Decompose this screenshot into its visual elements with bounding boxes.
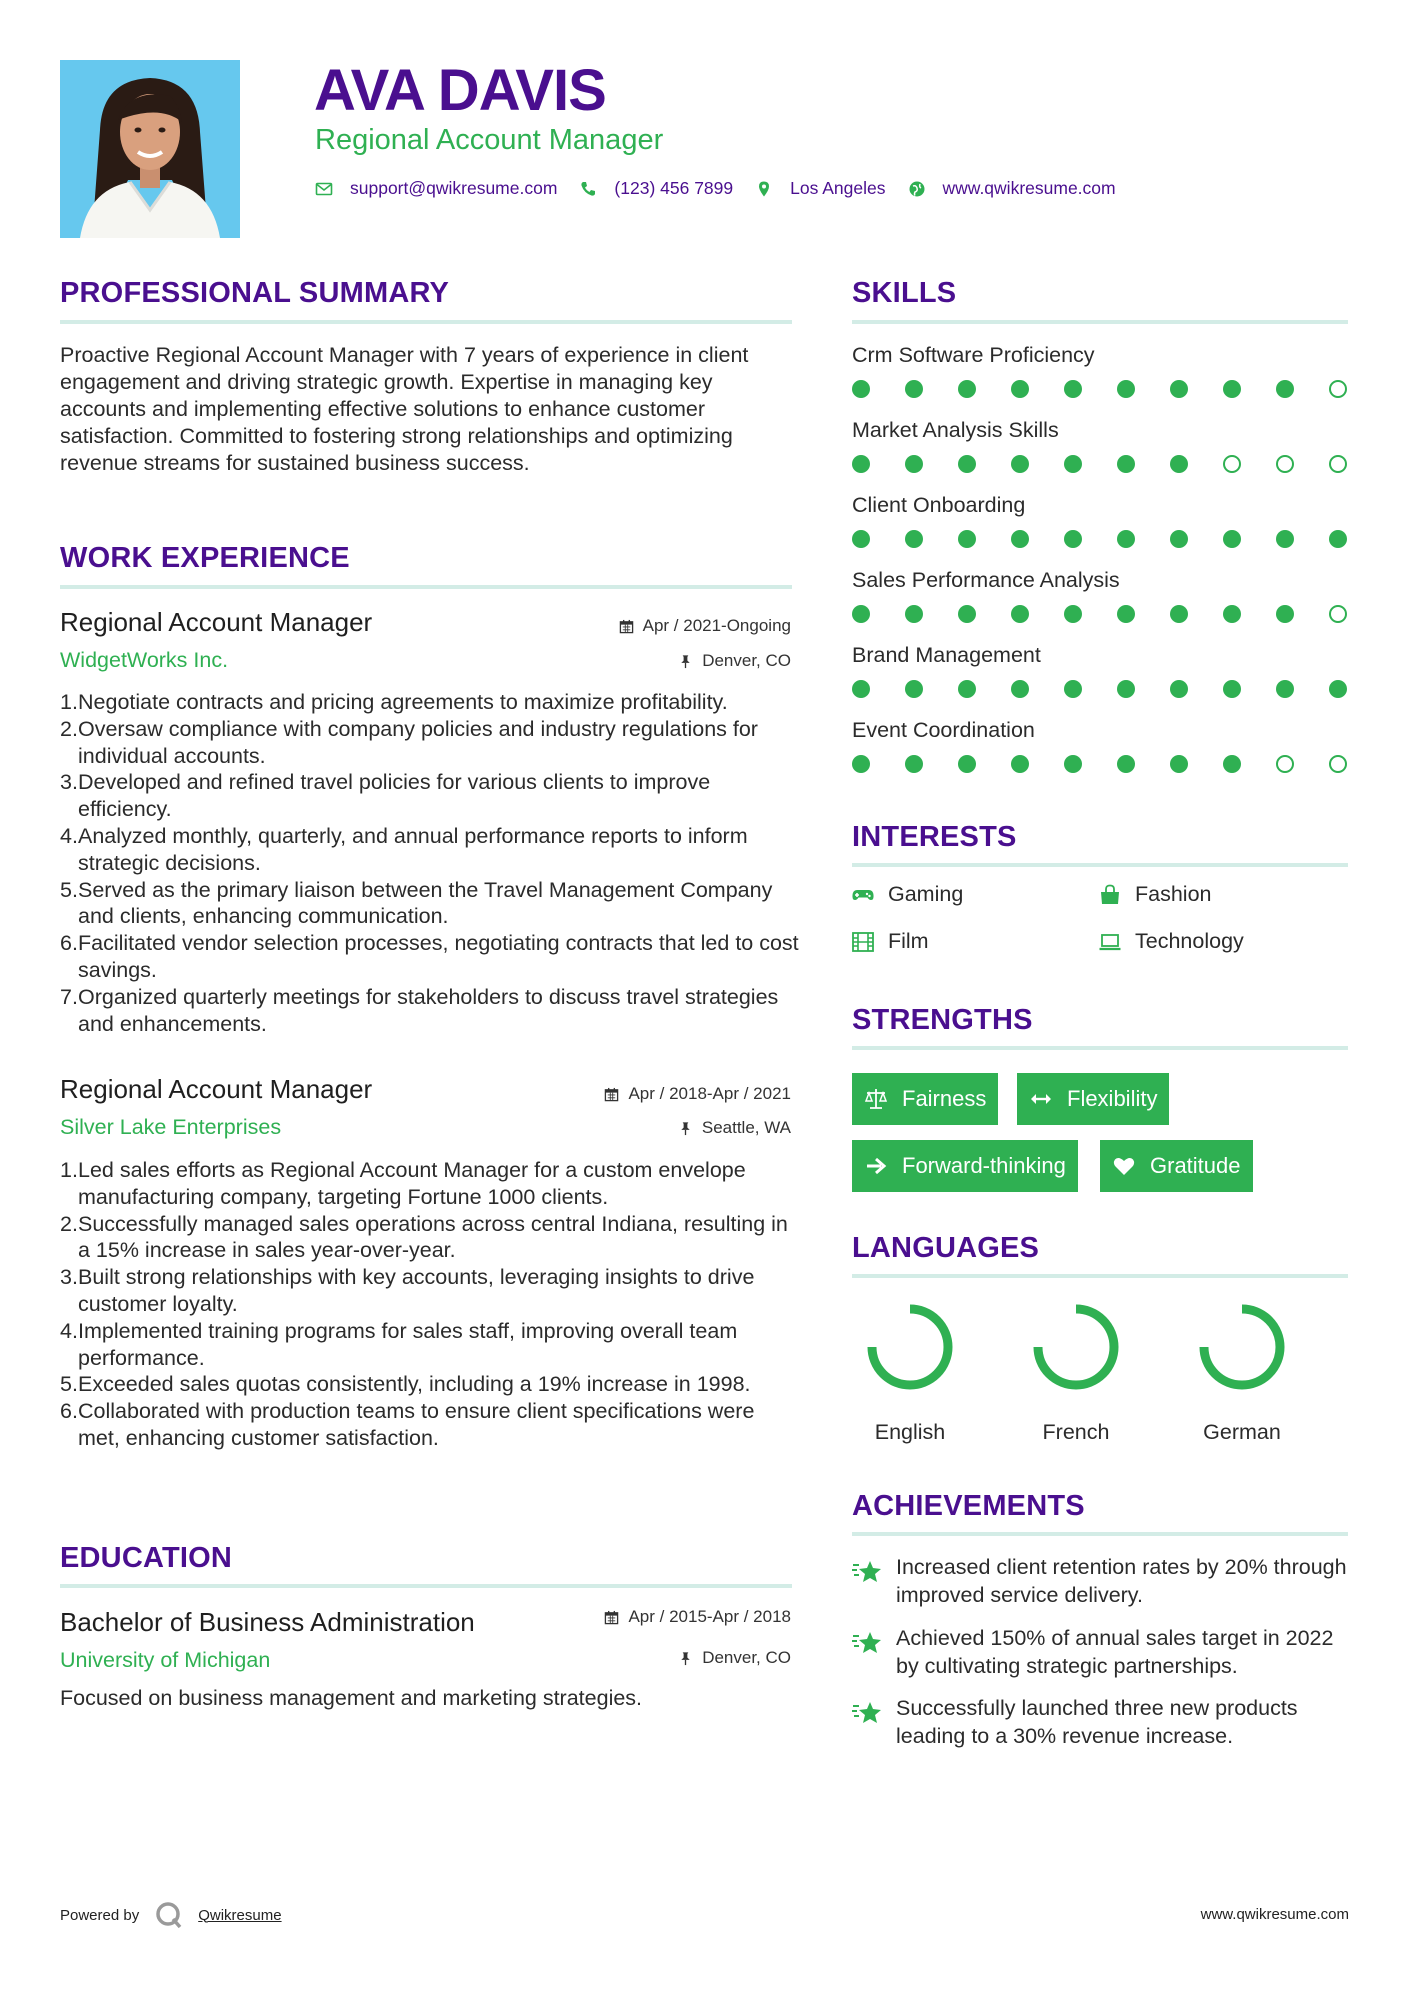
job-duties-list xyxy=(60,1157,800,1452)
skill-dot-filled xyxy=(1117,380,1135,398)
list-item: 6. Collaborated with production teams to ensure client specifications were met, enhancing customer satisfaction. xyxy=(60,1399,755,1450)
strength-tag xyxy=(852,1140,1078,1192)
skill-name: Client Onboarding xyxy=(852,493,1026,517)
achievement-item xyxy=(852,1694,1352,1750)
skill-rating xyxy=(852,603,1352,625)
pushpin-icon xyxy=(678,654,693,669)
list-item: 5. Exceeded sales quotas consistently, including a 19% increase in 1998. xyxy=(60,1372,751,1397)
education-divider xyxy=(60,1584,792,1588)
skill-row xyxy=(852,567,1352,625)
strength-tag xyxy=(1100,1140,1253,1192)
strength-tag xyxy=(852,1073,998,1125)
achievements-heading: ACHIEVEMENTS xyxy=(852,1490,1085,1522)
job-duties-list xyxy=(60,689,800,1037)
skill-dot-filled xyxy=(958,605,976,623)
gamepad-icon xyxy=(851,883,875,907)
calendar-icon xyxy=(604,1610,619,1625)
skill-dot-filled xyxy=(1170,680,1188,698)
phone-text: (123) 456 7899 xyxy=(614,178,734,198)
laptop-icon xyxy=(1098,930,1122,954)
interest-item xyxy=(1098,882,1212,907)
skill-dot-filled xyxy=(905,530,923,548)
skill-dot-filled xyxy=(1223,530,1241,548)
skill-dot-filled xyxy=(852,680,870,698)
skill-dot-filled xyxy=(958,680,976,698)
company-name: Silver Lake Enterprises xyxy=(60,1115,282,1139)
languages-divider xyxy=(852,1274,1348,1278)
skill-dot-empty xyxy=(1329,455,1347,473)
skill-dot-filled xyxy=(1011,530,1029,548)
education-heading: EDUCATION xyxy=(60,1542,233,1574)
globe-icon xyxy=(908,180,926,198)
interest-label: Gaming xyxy=(888,882,964,906)
skill-dot-filled xyxy=(1170,530,1188,548)
calendar-icon xyxy=(619,619,634,634)
strength-label: Forward-thinking xyxy=(902,1153,1066,1178)
experience-heading: WORK EXPERIENCE xyxy=(60,542,350,574)
skill-dot-empty xyxy=(1276,755,1294,773)
strength-label: Gratitude xyxy=(1150,1153,1241,1178)
skill-dot-filled xyxy=(1223,680,1241,698)
skill-dot-filled xyxy=(1117,680,1135,698)
heart-icon xyxy=(1112,1154,1136,1178)
skill-row xyxy=(852,717,1352,775)
skill-dot-filled xyxy=(1011,680,1029,698)
skill-name: Sales Performance Analysis xyxy=(852,568,1120,592)
map-pin-icon xyxy=(755,180,773,198)
qwikresume-logo-icon xyxy=(154,1900,184,1930)
profile-photo xyxy=(60,60,240,238)
skill-dot-filled xyxy=(1276,605,1294,623)
shooting-star-icon xyxy=(852,1698,884,1728)
skill-dot-filled xyxy=(1170,755,1188,773)
language-item xyxy=(1182,1302,1302,1445)
list-item: 1. Negotiate contracts and pricing agreements to maximize profitability. xyxy=(60,690,728,714)
interest-label: Fashion xyxy=(1135,882,1212,906)
candidate-role: Regional Account Manager xyxy=(315,124,664,156)
arrows-horizontal-icon xyxy=(1029,1087,1053,1111)
skill-dot-filled xyxy=(1276,530,1294,548)
skill-dot-filled xyxy=(1117,755,1135,773)
achievement-item xyxy=(852,1553,1352,1609)
achievement-text: Increased client retention rates by 20% through improved service delivery. xyxy=(896,1555,1347,1607)
list-item: 3. Built strong relationships with key accounts, leveraging insights to drive customer loyalty. xyxy=(60,1265,755,1316)
list-item: 2. Oversaw compliance with company policies and industry regulations for individual accounts. xyxy=(60,716,758,768)
education-dates xyxy=(604,1607,791,1627)
list-item: 5. Served as the primary liaison between the Travel Management Company and clients, enhancing communication. xyxy=(60,877,773,929)
skill-dot-filled xyxy=(1170,380,1188,398)
contact-location xyxy=(755,178,885,199)
language-level-ring xyxy=(865,1302,955,1392)
skills-heading: SKILLS xyxy=(852,277,957,309)
interests-heading: INTERESTS xyxy=(852,821,1017,853)
languages-heading: LANGUAGES xyxy=(852,1232,1040,1264)
summary-heading: PROFESSIONAL SUMMARY xyxy=(60,277,450,309)
skill-dot-filled xyxy=(958,455,976,473)
skill-dot-filled xyxy=(1064,605,1082,623)
skill-dot-filled xyxy=(1064,680,1082,698)
education-location xyxy=(678,1648,791,1668)
language-level-arc xyxy=(1204,1309,1280,1385)
skill-dot-filled xyxy=(852,455,870,473)
job-location xyxy=(678,651,791,671)
job-dates-text: Apr / 2018-Apr / 2021 xyxy=(628,1084,791,1103)
skill-dot-filled xyxy=(905,755,923,773)
skill-row xyxy=(852,417,1352,475)
contact-website[interactable] xyxy=(908,178,1116,199)
skill-name: Market Analysis Skills xyxy=(852,418,1059,442)
calendar-icon xyxy=(604,1087,619,1102)
skill-dot-filled xyxy=(1117,530,1135,548)
skill-dot-filled xyxy=(958,755,976,773)
candidate-name: AVA DAVIS xyxy=(314,58,606,123)
skill-row xyxy=(852,492,1352,550)
list-item: 6. Facilitated vendor selection processes, negotiating contracts that led to cost savings. xyxy=(60,931,799,982)
language-level-arc xyxy=(1038,1309,1114,1385)
interest-item xyxy=(1098,929,1244,954)
shopping-bag-icon xyxy=(1098,883,1122,907)
skill-dot-filled xyxy=(958,380,976,398)
achievement-item xyxy=(852,1624,1352,1680)
location-text: Los Angeles xyxy=(790,178,886,198)
language-level-arc xyxy=(872,1309,948,1385)
strengths-heading: STRENGTHS xyxy=(852,1004,1033,1036)
strength-label: Flexibility xyxy=(1067,1086,1158,1111)
skill-dot-filled xyxy=(958,530,976,548)
skill-dot-filled xyxy=(1064,380,1082,398)
skill-dot-empty xyxy=(1223,455,1241,473)
skill-dot-filled xyxy=(1064,455,1082,473)
skill-dot-filled xyxy=(1276,680,1294,698)
language-name: German xyxy=(1203,1420,1281,1444)
skill-dot-empty xyxy=(1329,755,1347,773)
list-item: 3. Developed and refined travel policies for various clients to improve efficiency. xyxy=(60,770,711,822)
skill-dot-empty xyxy=(1276,455,1294,473)
skill-dot-filled xyxy=(1117,605,1135,623)
film-icon xyxy=(851,930,875,954)
achievement-text: Successfully launched three new products leading to a 30% revenue increase. xyxy=(896,1696,1298,1748)
contact-email[interactable] xyxy=(315,178,557,199)
job-location-text: Denver, CO xyxy=(702,651,791,670)
job-title: Regional Account Manager xyxy=(60,1074,373,1104)
skill-dot-filled xyxy=(1170,455,1188,473)
skill-dot-filled xyxy=(852,530,870,548)
skill-dot-filled xyxy=(1064,755,1082,773)
skill-rating xyxy=(852,753,1352,775)
language-item xyxy=(850,1302,970,1445)
education-location-text: Denver, CO xyxy=(702,1648,791,1667)
job-dates-text: Apr / 2021-Ongoing xyxy=(642,616,791,635)
language-name: English xyxy=(874,1420,946,1444)
contact-phone[interactable] xyxy=(579,178,733,199)
skill-dot-filled xyxy=(1011,380,1029,398)
skill-dot-filled xyxy=(905,455,923,473)
skill-dot-empty xyxy=(1329,380,1347,398)
skill-dot-filled xyxy=(852,605,870,623)
summary-text: Proactive Regional Account Manager with 7 years of experience in client engagement and driving strategic growth. Expertise in managing key accounts and implementing effective solutions to enhance customer satisfaction. Committed to fostering strong relationships and optimizing revenue streams for sustained business success. xyxy=(60,343,749,475)
skills-divider xyxy=(852,320,1348,324)
interest-item xyxy=(851,882,963,907)
list-item: 4. Implemented training programs for sales staff, improving overall team performance. xyxy=(60,1318,738,1370)
skill-dot-filled xyxy=(1276,380,1294,398)
skill-name: Brand Management xyxy=(852,643,1041,667)
job-location xyxy=(678,1118,791,1138)
language-item xyxy=(1016,1302,1136,1445)
website-text: www.qwikresume.com xyxy=(942,178,1116,198)
experience-divider xyxy=(60,585,792,589)
school-name: University of Michigan xyxy=(60,1648,271,1672)
interests-divider xyxy=(852,863,1348,867)
envelope-icon xyxy=(315,180,333,198)
skill-dot-filled xyxy=(905,380,923,398)
skill-dot-filled xyxy=(852,755,870,773)
footer-powered-by xyxy=(60,1900,282,1930)
skill-dot-filled xyxy=(1223,755,1241,773)
skill-dot-filled xyxy=(1011,605,1029,623)
language-level-ring xyxy=(1197,1302,1287,1392)
skill-rating xyxy=(852,528,1352,550)
strength-label: Fairness xyxy=(902,1086,987,1111)
list-item: 7. Organized quarterly meetings for stakeholders to discuss travel strategies and enhancements. xyxy=(60,984,779,1036)
skill-dot-filled xyxy=(1064,530,1082,548)
skill-dot-filled xyxy=(1223,605,1241,623)
skill-dot-filled xyxy=(1223,380,1241,398)
skill-dot-filled xyxy=(905,605,923,623)
contact-bar xyxy=(315,178,1138,199)
email-text: support@qwikresume.com xyxy=(350,178,558,198)
achievements-divider xyxy=(852,1532,1348,1536)
achievement-text: Achieved 150% of annual sales target in 2022 by cultivating strategic partnerships. xyxy=(896,1626,1334,1678)
education-dates-text: Apr / 2015-Apr / 2018 xyxy=(628,1607,791,1626)
job-location-text: Seattle, WA xyxy=(701,1118,791,1137)
skill-dot-filled xyxy=(1329,530,1347,548)
skill-dot-empty xyxy=(1329,605,1347,623)
phone-icon xyxy=(579,180,597,198)
skill-rating xyxy=(852,678,1352,700)
skill-dot-filled xyxy=(1170,605,1188,623)
skill-dot-filled xyxy=(1329,680,1347,698)
strengths-divider xyxy=(852,1046,1348,1050)
interest-item xyxy=(851,929,929,954)
pushpin-icon xyxy=(678,1121,693,1136)
language-level-ring xyxy=(1031,1302,1121,1392)
shooting-star-icon xyxy=(852,1628,884,1658)
interest-label: Film xyxy=(888,929,929,953)
list-item: 4. Analyzed monthly, quarterly, and annual performance reports to inform strategic decisions. xyxy=(60,823,748,875)
shooting-star-icon xyxy=(852,1557,884,1587)
qwikresume-link[interactable]: Qwikresume xyxy=(198,1906,282,1924)
balance-scale-icon xyxy=(864,1087,888,1111)
footer-website[interactable]: www.qwikresume.com xyxy=(1200,1906,1349,1923)
skill-row xyxy=(852,342,1352,400)
job-title: Regional Account Manager xyxy=(60,607,373,637)
job-dates xyxy=(619,616,791,636)
pushpin-icon xyxy=(678,1651,693,1666)
skill-dot-filled xyxy=(1117,455,1135,473)
skill-dot-filled xyxy=(852,380,870,398)
skill-rating xyxy=(852,378,1352,400)
skill-name: Crm Software Proficiency xyxy=(852,343,1095,367)
arrow-right-icon xyxy=(864,1154,888,1178)
company-name: WidgetWorks Inc. xyxy=(60,648,229,672)
strength-tag xyxy=(1017,1073,1169,1125)
list-item: 2. Successfully managed sales operations across central Indiana, resulting in a 15% increase in sales year-over-year. xyxy=(60,1211,788,1263)
language-name: French xyxy=(1042,1420,1110,1444)
summary-divider xyxy=(60,320,792,324)
skill-rating xyxy=(852,453,1352,475)
powered-by-label: Powered by xyxy=(60,1906,140,1924)
interest-label: Technology xyxy=(1135,929,1244,953)
skill-dot-filled xyxy=(905,680,923,698)
list-item: 1. Led sales efforts as Regional Account Manager for a custom envelope manufacturing company, targeting Fortune 1000 clients. xyxy=(60,1158,746,1209)
skill-name: Event Coordination xyxy=(852,718,1035,742)
skill-dot-filled xyxy=(1011,755,1029,773)
skill-row xyxy=(852,642,1352,700)
degree-title: Bachelor of Business Administration xyxy=(60,1607,475,1637)
skill-dot-filled xyxy=(1011,455,1029,473)
job-dates xyxy=(604,1084,791,1104)
education-description: Focused on business management and marketing strategies. xyxy=(60,1686,643,1710)
